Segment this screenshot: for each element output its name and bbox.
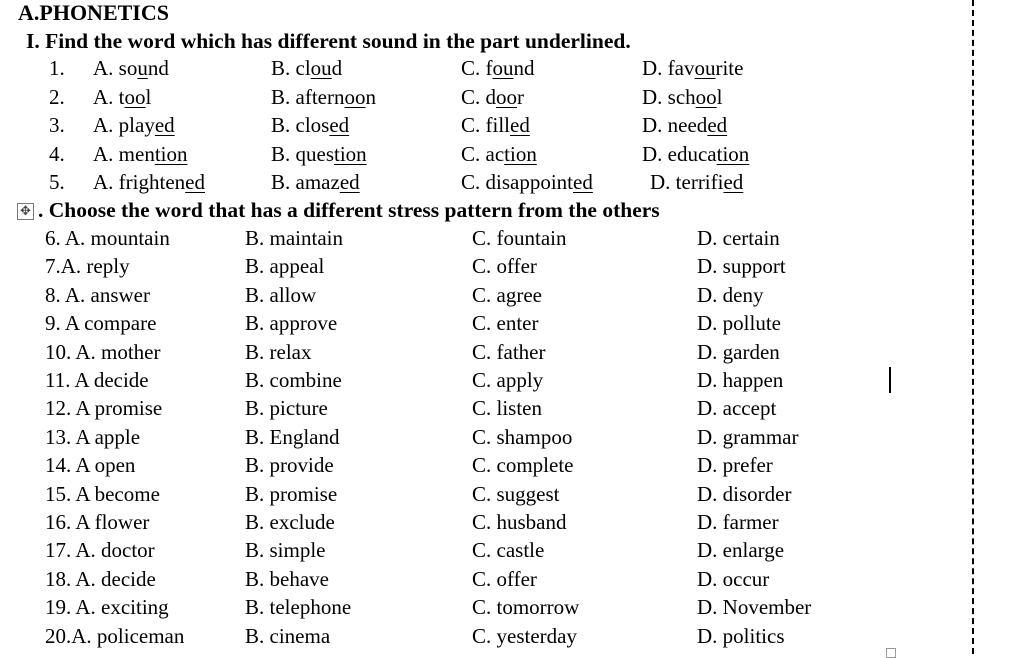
option-text: B. amaz: [271, 170, 340, 195]
question-item: 18. A. decide: [45, 566, 156, 591]
answer-option: D. garden: [697, 339, 780, 364]
underlined-sound: ou: [492, 56, 514, 80]
answer-option: D. farmer: [697, 510, 779, 534]
answer-option: C. complete: [472, 453, 574, 478]
answer-option: B. telephone: [245, 595, 352, 620]
underlined-sound: ed: [185, 170, 205, 195]
option-text: C. d: [461, 84, 497, 109]
answer-option: C. offer: [472, 566, 537, 591]
answer-option: B. simple: [245, 538, 326, 563]
answer-option: D. politics: [697, 623, 785, 648]
answer-option: D. enlarge: [697, 538, 785, 563]
underlined-sound: ed: [723, 170, 744, 195]
answer-option: D. accept: [697, 396, 777, 421]
answer-option: C. enter: [472, 311, 539, 336]
underlined-sound: oo: [496, 84, 518, 109]
answer-option: B. provide: [245, 453, 334, 478]
option-text: C. fill: [461, 113, 511, 138]
option-text: B. aftern: [271, 84, 345, 109]
answer-option: B. behave: [245, 566, 329, 591]
answer-option: B. cinema: [245, 623, 331, 648]
option-text: D. educa: [642, 141, 717, 166]
option-text: A. men: [93, 141, 155, 166]
answer-option: [93, 115, 175, 136]
table-resize-handle[interactable]: [886, 648, 896, 658]
answer-option: [271, 172, 360, 193]
answer-option: C. yesterday: [472, 623, 577, 648]
section-heading: A.PHONETICS: [18, 0, 169, 25]
option-text: B. clos: [271, 113, 330, 138]
question-item: 11. A decide: [45, 368, 149, 392]
question-item: 14. A open: [45, 453, 136, 478]
answer-option: [642, 58, 743, 79]
option-text: l: [716, 84, 723, 109]
question-item: 20.A. policeman: [45, 623, 185, 648]
answer-option: C. agree: [472, 282, 542, 307]
answer-option: B. approve: [245, 311, 338, 336]
underlined-sound: ed: [329, 113, 350, 138]
question-item: 7.A. reply: [45, 254, 130, 279]
answer-option: D. pollute: [697, 311, 781, 336]
underlined-sound: ed: [154, 113, 175, 138]
answer-option: C. tomorrow: [472, 595, 580, 620]
answer-option: D. occur: [697, 566, 770, 591]
answer-option: [93, 141, 188, 166]
option-text: nd: [513, 56, 535, 80]
question-item: 10. A. mother: [45, 339, 161, 364]
underlined-sound: oo: [344, 84, 366, 109]
option-text: r: [517, 84, 525, 109]
underlined-sound: ou: [310, 56, 332, 80]
underlined-sound: ou: [694, 56, 716, 80]
question-number: 4.: [49, 141, 65, 166]
answer-option: C. castle: [472, 538, 545, 563]
option-text: nd: [147, 56, 169, 80]
answer-option: [271, 141, 367, 166]
question-item: 6. A. mountain: [45, 226, 170, 250]
answer-option: [642, 141, 750, 166]
question-number: 2.: [49, 84, 65, 109]
answer-option: [642, 84, 723, 109]
answer-option: B. appeal: [245, 254, 325, 279]
option-text: D. terrifi: [650, 170, 724, 195]
option-text: C. f: [461, 56, 493, 80]
underlined-sound: tion: [334, 141, 367, 166]
answer-option: C. shampoo: [472, 424, 573, 449]
question-item: 17. A. doctor: [45, 538, 155, 563]
option-text: A. play: [93, 113, 155, 138]
underlined-sound: tion: [504, 141, 537, 166]
underlined-sound: tion: [716, 141, 750, 166]
option-text: A. so: [93, 56, 138, 80]
question-item: 15. A become: [45, 481, 160, 506]
underlined-sound: ed: [573, 170, 593, 195]
answer-option: [461, 58, 535, 79]
answer-option: [271, 84, 376, 109]
question-number: 3.: [49, 113, 65, 138]
answer-option: D. happen: [697, 368, 784, 392]
answer-option: [642, 115, 727, 136]
answer-option: D. prefer: [697, 453, 773, 478]
question-item: 9. A compare: [45, 311, 157, 336]
answer-option: D. certain: [697, 226, 780, 250]
question-item: 13. A apple: [45, 424, 141, 449]
answer-option: D. grammar: [697, 424, 799, 449]
answer-option: [650, 172, 743, 193]
answer-option: C. suggest: [472, 481, 560, 506]
answer-option: D. disorder: [697, 481, 792, 506]
answer-option: C. husband: [472, 510, 567, 534]
answer-option: C. father: [472, 339, 546, 364]
exercise-2-instruction: . Choose the word that has a different stress pattern from the others: [38, 198, 660, 222]
answer-option: [461, 84, 525, 109]
answer-option: D. support: [697, 254, 786, 279]
exercise-1-instruction: I. Find the word which has different sound in the part underlined.: [26, 29, 631, 53]
answer-option: [461, 172, 593, 193]
answer-option: C. fountain: [472, 226, 567, 250]
underlined-sound: u: [137, 56, 148, 80]
answer-option: [93, 172, 205, 193]
answer-option: C. listen: [472, 396, 543, 421]
answer-option: B. promise: [245, 481, 338, 506]
answer-option: [461, 141, 537, 166]
answer-option: B. England: [245, 424, 340, 449]
answer-option: [461, 115, 530, 136]
option-text: B. ques: [271, 141, 334, 166]
answer-option: C. offer: [472, 254, 537, 279]
option-text: A. frighten: [93, 170, 186, 195]
underlined-sound: tion: [154, 141, 188, 166]
underlined-sound: ed: [707, 113, 728, 138]
answer-option: [93, 58, 169, 79]
option-text: A. t: [93, 84, 125, 109]
option-text: C. ac: [461, 141, 505, 166]
underlined-sound: ed: [510, 113, 530, 138]
answer-option: D. November: [697, 595, 812, 620]
page-margin-boundary: [972, 0, 974, 654]
option-text: D. sch: [642, 84, 696, 109]
answer-option: B. exclude: [245, 510, 335, 534]
answer-option: [93, 84, 152, 109]
option-text: n: [365, 84, 376, 109]
answer-option: B. allow: [245, 282, 317, 307]
answer-option: B. maintain: [245, 226, 343, 250]
underlined-sound: ed: [339, 170, 360, 195]
option-text: C. disappoint: [461, 170, 574, 195]
underlined-sound: oo: [124, 84, 146, 109]
option-text: rite: [715, 56, 744, 80]
question-item: 12. A promise: [45, 396, 163, 421]
option-text: D. fav: [642, 56, 695, 80]
question-item: 19. A. exciting: [45, 595, 169, 620]
question-number: 5.: [49, 170, 65, 195]
underlined-sound: oo: [695, 84, 717, 109]
option-text: D. need: [642, 113, 708, 138]
answer-option: [271, 58, 342, 79]
answer-option: [271, 115, 349, 136]
answer-option: B. combine: [245, 368, 342, 392]
answer-option: B. picture: [245, 396, 328, 421]
answer-option: B. relax: [245, 339, 312, 364]
question-item: 16. A flower: [45, 510, 150, 534]
text-cursor: [889, 367, 891, 393]
option-text: d: [331, 56, 343, 80]
answer-option: C. apply: [472, 368, 544, 392]
table-move-handle-icon[interactable]: ✥: [17, 203, 34, 220]
option-text: B. cl: [271, 56, 311, 80]
question-number: 1.: [49, 56, 65, 80]
option-text: l: [145, 84, 152, 109]
answer-option: D. deny: [697, 282, 764, 307]
question-item: 8. A. answer: [45, 282, 150, 307]
